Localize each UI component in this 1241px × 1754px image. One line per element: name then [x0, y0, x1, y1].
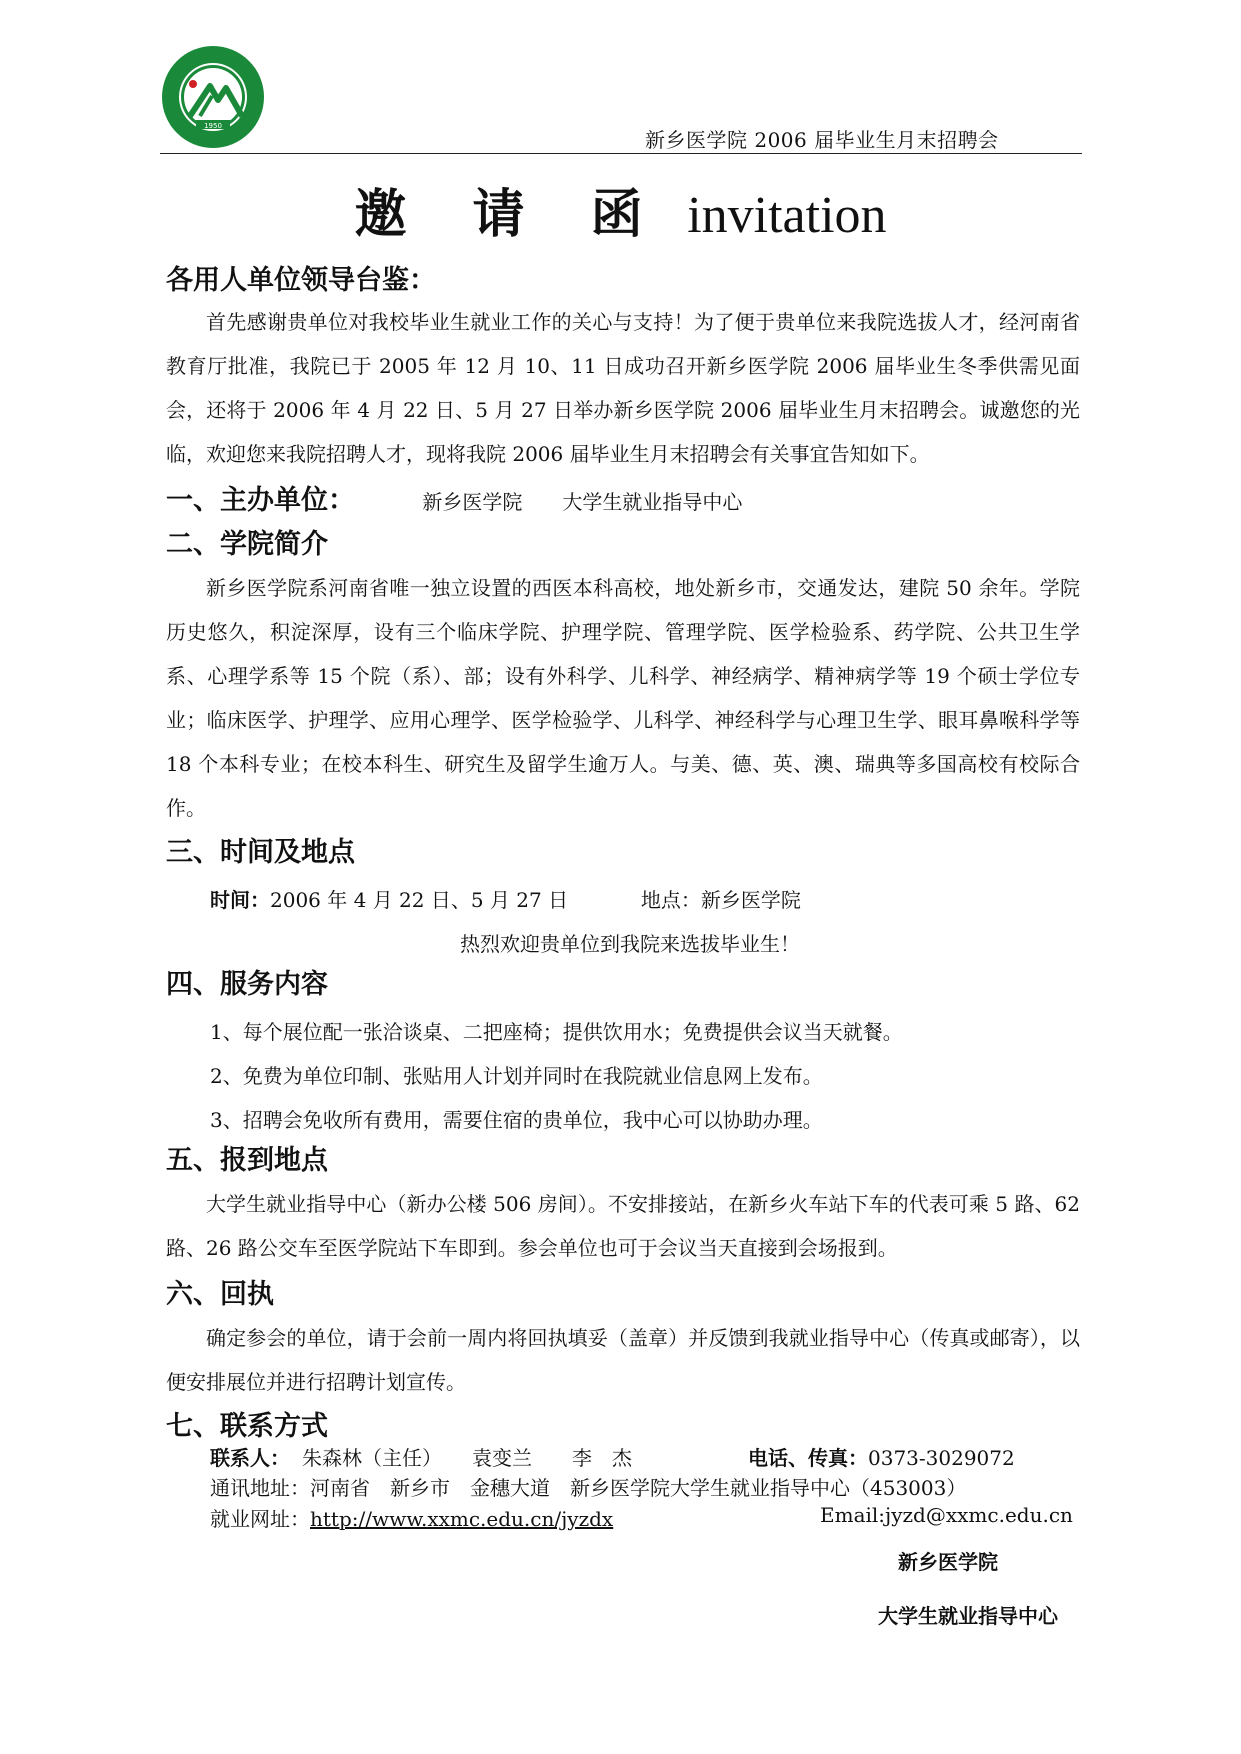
address-label: 通讯地址：	[210, 1476, 310, 1500]
phone-line	[748, 1442, 1015, 1471]
section-time-place: 三、时间及地点	[166, 837, 355, 868]
document-title	[0, 172, 1241, 247]
college-intro-paragraph: 新乡医学院系河南省唯一独立设置的西医本科高校，地处新乡市，交通发达，建院 50 余年。学院历史悠久，积淀深厚，设有三个临床学院、护理学院、管理学院、医学检验系、药学院、公共卫生学系、心理学系等 15 个院（系）、部；设有外科学、儿科学、神经病学、精神病学等 19 个硕士学位专业；临床医学、护理学、应用心理学、医学检验学、儿科学、神经科学与心理卫生学、眼耳鼻喉科学等 18 个本科专业；在校本科生、研究生及留学生逾万人。与美、德、英、澳、瑞典等多国高校有校际合作。	[166, 576, 1080, 820]
section-services: 四、服务内容	[166, 969, 328, 1000]
header-divider	[160, 153, 1082, 154]
phone-label: 电话、传真：	[748, 1446, 868, 1470]
title-cn: 邀 请 函	[354, 185, 667, 245]
place-value: 新乡医学院	[700, 888, 801, 912]
welcome-text: 热烈欢迎贵单位到我院来选拔毕业生！	[460, 932, 800, 956]
contact-label: 联系人：	[210, 1446, 290, 1470]
salutation: 各用人单位领导台鉴：	[166, 265, 436, 296]
college-seal-icon	[160, 44, 266, 150]
contact-line	[210, 1442, 632, 1471]
time-line	[210, 884, 801, 913]
place-label: 地点：	[640, 888, 701, 912]
reply-paragraph: 确定参会的单位，请于会前一周内将回执填妥（盖章）并反馈到我就业指导中心（传真或邮寄），以便安排展位并进行招聘计划宣传。	[166, 1326, 1080, 1394]
email-link[interactable]: Email:jyzd@xxmc.edu.cn	[820, 1503, 1073, 1527]
registration-paragraph: 大学生就业指导中心（新办公楼 506 房间）。不安排接站，在新乡火车站下车的代表可乘 5 路、62 路、26 路公交车至医学院站下车即到。参会单位也可于会议当天直接到会场报到。	[166, 1192, 1080, 1260]
section-reply: 六、回执	[166, 1279, 274, 1310]
signature-college: 新乡医学院	[898, 1550, 998, 1574]
service-item: 3、招聘会免收所有费用，需要住宿的贵单位，我中心可以协助办理。	[210, 1108, 823, 1132]
intro-paragraph: 首先感谢贵单位对我校毕业生就业工作的关心与支持！为了便于贵单位来我院选拔人才，经河南省教育厅批准，我院已于 2005 年 12 月 10、11 日成功召开新乡医学院 2006 届毕业生冬季供需见面会，还将于 2006 年 4 月 22 日、5 月 27 日举办新乡医学院 2006 届毕业生月末招聘会。诚邀您的光临，欢迎您来我院招聘人才，现将我院 2006 届毕业生月末招聘会有关事宜告知如下。	[166, 310, 1080, 466]
organizer-value: 新乡医学院 大学生就业指导中心	[422, 490, 743, 514]
header-title: 新乡医学院 2006 届毕业生月末招聘会	[645, 128, 999, 152]
seal-year: 1950	[204, 122, 222, 130]
time-value: 2006 年 4 月 22 日、5 月 27 日	[270, 888, 569, 912]
section-registration: 五、报到地点	[166, 1145, 328, 1176]
website-label: 就业网址：	[210, 1507, 310, 1531]
section-organizer	[166, 478, 742, 517]
section-college-intro: 二、学院简介	[166, 529, 328, 560]
address-value: 河南省 新乡市 金穗大道 新乡医学院大学生就业指导中心（453003）	[310, 1476, 967, 1500]
time-label: 时间：	[210, 888, 270, 912]
section-heading: 一、主办单位：	[166, 485, 355, 516]
section-contact: 七、联系方式	[166, 1411, 328, 1442]
service-item: 2、免费为单位印制、张贴用人计划并同时在我院就业信息网上发布。	[210, 1064, 823, 1088]
title-en: invitation	[687, 187, 887, 244]
service-item: 1、每个展位配一张洽谈桌、二把座椅；提供饮用水；免费提供会议当天就餐。	[210, 1020, 903, 1044]
website-link[interactable]: http://www.xxmc.edu.cn/jyzdx	[310, 1507, 614, 1531]
address-line	[210, 1472, 966, 1501]
signature-center: 大学生就业指导中心	[878, 1604, 1058, 1628]
phone-value: 0373-3029072	[868, 1446, 1015, 1470]
contact-names: 朱森林（主任） 袁变兰 李 杰	[302, 1446, 632, 1470]
website-line	[210, 1503, 613, 1532]
